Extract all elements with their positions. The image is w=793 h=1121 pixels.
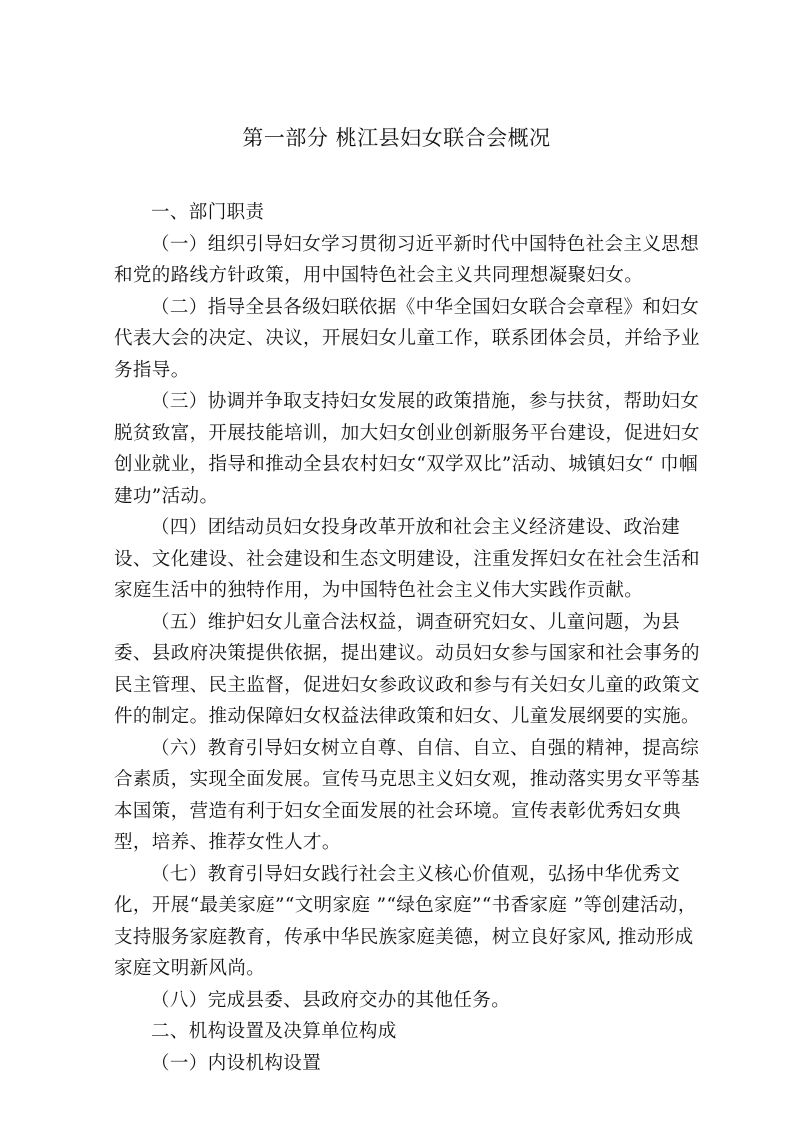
page-title: 第一部分 桃江县妇女联合会概况 [242,126,551,150]
duty-paragraph-1: （一）组织引导妇女学习贯彻习近平新时代中国特色社会主义思想和党的路线方针政策，用中国特色社会主义共同理想凝聚妇女。 [114,233,700,286]
duty-paragraph-3: （三）协调并争取支持妇女发展的政策措施，参与扶贫，帮助妇女脱贫致富，开展技能培训，加大妇女创业创新服务平台建设，促进妇女创业就业，指导和推动全县农村妇女“双学双比”活动、城镇妇女“ 巾帼建功”活动。 [114,391,700,507]
duty-paragraph-6: （六）教育引导妇女树立自尊、自信、自立、自强的精神，提高综合素质，实现全面发展。宣传马克思主义妇女观，推动落实男女平等基本国策，营造有利于妇女全面发展的社会环境。宣传表彰优秀妇女典型，培养、推荐女性人才。 [114,737,700,853]
document-body [114,197,710,1079]
duty-paragraph-5: （五）维护妇女儿童合法权益，调查研究妇女、儿童问题，为县委、县政府决策提供依据，提出建议。动员妇女参与国家和社会事务的民主管理、民主监督，促进妇女参政议政和参与有关妇女儿童的政策文件的制定。推动保障妇女权益法律政策和妇女、儿童发展纲要的实施。 [114,611,700,727]
section-heading-organization: 二、机构设置及决算单位构成 [151,1021,397,1042]
duty-paragraph-8: （八）完成县委、县政府交办的其他任务。 [151,989,511,1011]
section-heading-department-duties: 一、部门职责 [151,202,265,223]
subsection-heading-internal-units: （一）内设机构设置 [151,1052,322,1074]
duty-paragraph-7: （七）教育引导妇女践行社会主义核心价值观，弘扬中华优秀文化，开展“最美家庭”“文明家庭 ”“绿色家庭”“书香家庭 ”等创建活动，支持服务家庭教育，传承中华民族家庭美德，树立良好家风, 推动形成家庭文明新风尚。 [114,863,697,979]
duty-paragraph-4: （四）团结动员妇女投身改革开放和社会主义经济建设、政治建设、文化建设、社会建设和生态文明建设，注重发挥妇女在社会生活和家庭生活中的独特作用，为中国特色社会主义伟大实践作贡献。 [114,517,700,601]
duty-paragraph-2: （二）指导全县各级妇联依据《中华全国妇女联合会章程》和妇女代表大会的决定、决议，开展妇女儿童工作，联系团体会员，并给予业务指导。 [114,296,700,381]
